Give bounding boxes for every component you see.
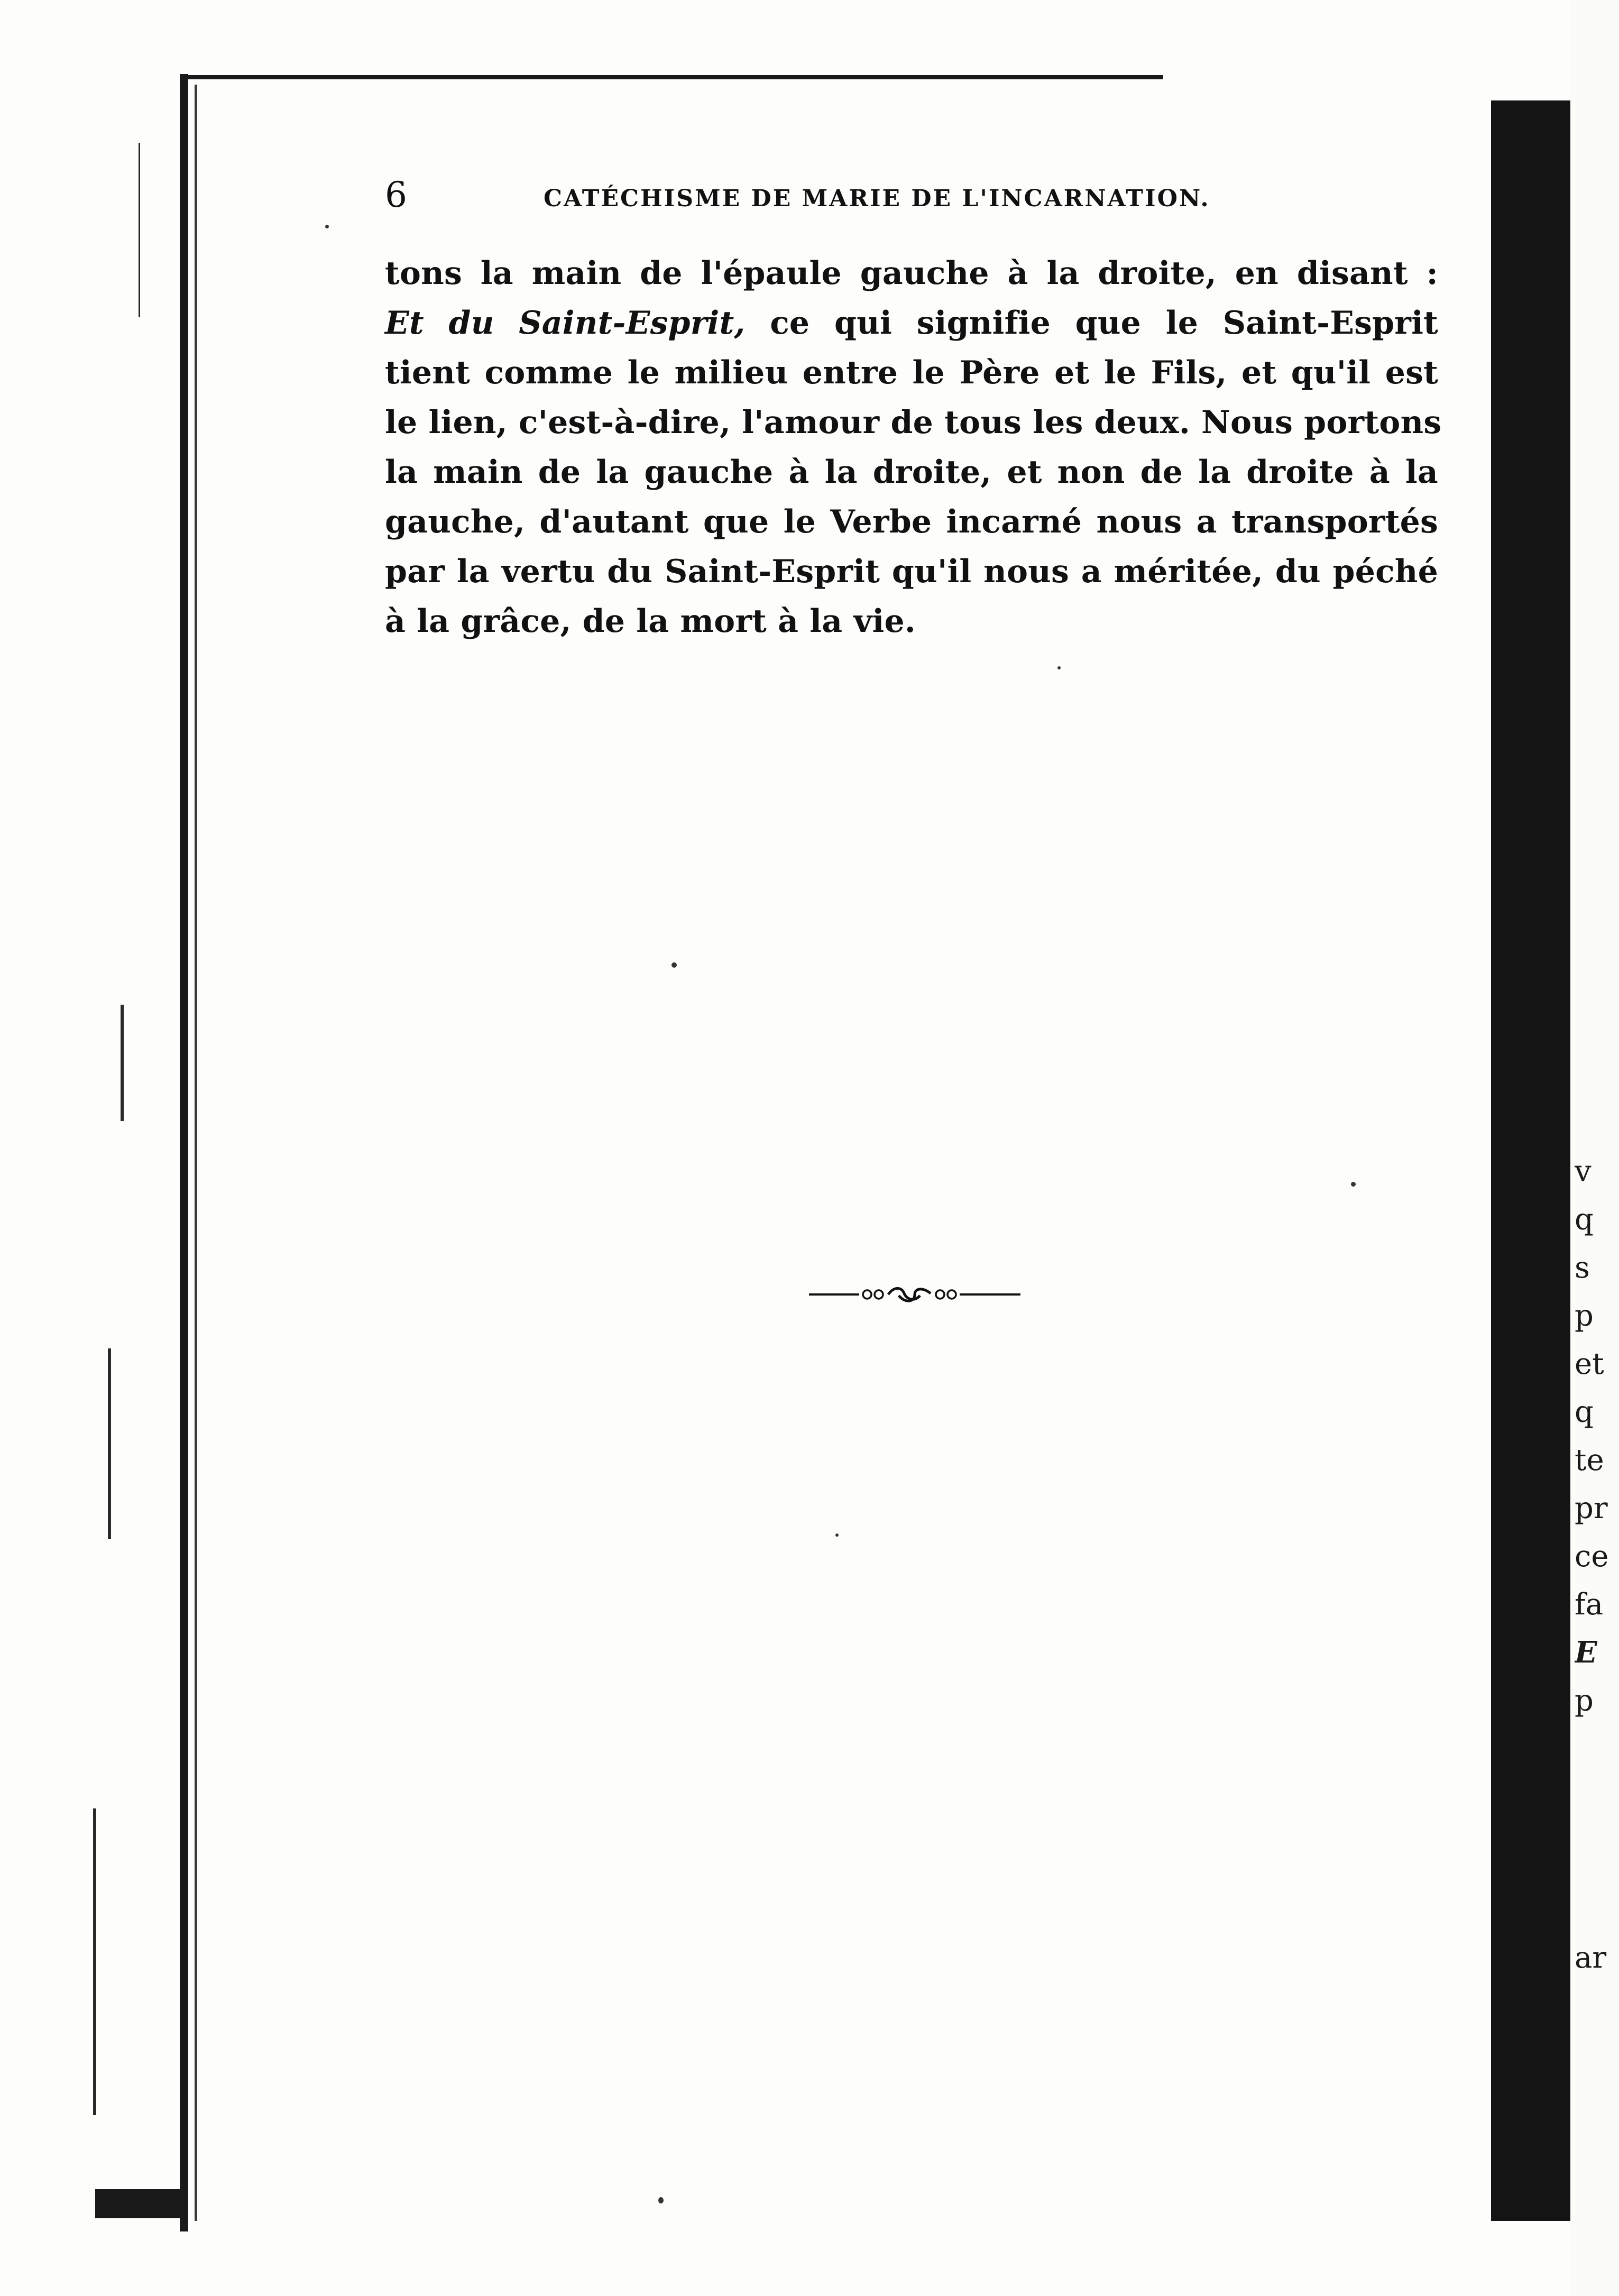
scan-speck xyxy=(835,1533,839,1537)
facing-fragment: pr xyxy=(1575,1491,1608,1526)
binding-mark xyxy=(108,1348,111,1539)
facing-fragment: p xyxy=(1575,1684,1594,1718)
facing-fragment: q xyxy=(1575,1202,1594,1237)
body-paragraph xyxy=(385,249,1442,646)
facing-fragment: v xyxy=(1575,1154,1592,1189)
text-line: tient comme le milieu entre le Père et le Fils, et qu'il est xyxy=(385,354,1438,391)
italic-phrase: Et du Saint-Esprit, xyxy=(385,305,746,342)
facing-page-text xyxy=(1575,1147,1619,1725)
page-left-border xyxy=(180,74,188,2231)
binding-mark xyxy=(139,143,140,317)
text-line xyxy=(385,298,1438,348)
page-top-border xyxy=(180,75,1163,79)
text-line: la main de la gauche à la droite, et non de la droite à la xyxy=(385,454,1438,491)
facing-fragment: fa xyxy=(1575,1587,1604,1622)
text-line: par la vertu du Saint-Esprit qu'il nous a méritée, du péché xyxy=(385,553,1438,590)
text-line: le lien, c'est-à-dire, l'amour de tous les deux. Nous portons xyxy=(385,404,1442,441)
facing-fragment: s xyxy=(1575,1251,1590,1285)
scan-speck xyxy=(671,962,677,968)
facing-fragment: ar xyxy=(1575,1941,1607,1975)
binding-mark xyxy=(121,1005,124,1121)
running-title: CATÉCHISME DE MARIE DE L'INCARNATION. xyxy=(544,185,1210,212)
page-number: 6 xyxy=(385,175,407,215)
text-line: gauche, d'autant que le Verbe incarné nous a transportés xyxy=(385,503,1438,540)
text-line-rest: ce qui signifie que le Saint-Esprit xyxy=(745,305,1438,342)
running-header xyxy=(385,175,1358,217)
text-line: à la grâce, de la mort à la vie. xyxy=(385,603,916,640)
text-line: tons la main de l'épaule gauche à la droite, en disant : xyxy=(385,255,1438,292)
page-right-shadow xyxy=(1491,100,1570,2221)
facing-fragment: ce xyxy=(1575,1539,1609,1574)
scan-speck xyxy=(1057,666,1061,669)
ornament-divider-icon xyxy=(809,1284,1020,1305)
scan-speck xyxy=(1351,1182,1356,1187)
facing-fragment: E xyxy=(1575,1635,1597,1670)
binding-shadow xyxy=(95,2189,185,2218)
facing-fragment: q xyxy=(1575,1395,1594,1429)
facing-fragment: et xyxy=(1575,1347,1604,1381)
binding-mark xyxy=(93,1808,96,2115)
page-left-inner-border xyxy=(195,85,197,2221)
scan-speck xyxy=(325,225,329,228)
scan-speck xyxy=(658,2197,664,2203)
facing-fragment: te xyxy=(1575,1443,1604,1477)
facing-fragment: p xyxy=(1575,1299,1594,1333)
